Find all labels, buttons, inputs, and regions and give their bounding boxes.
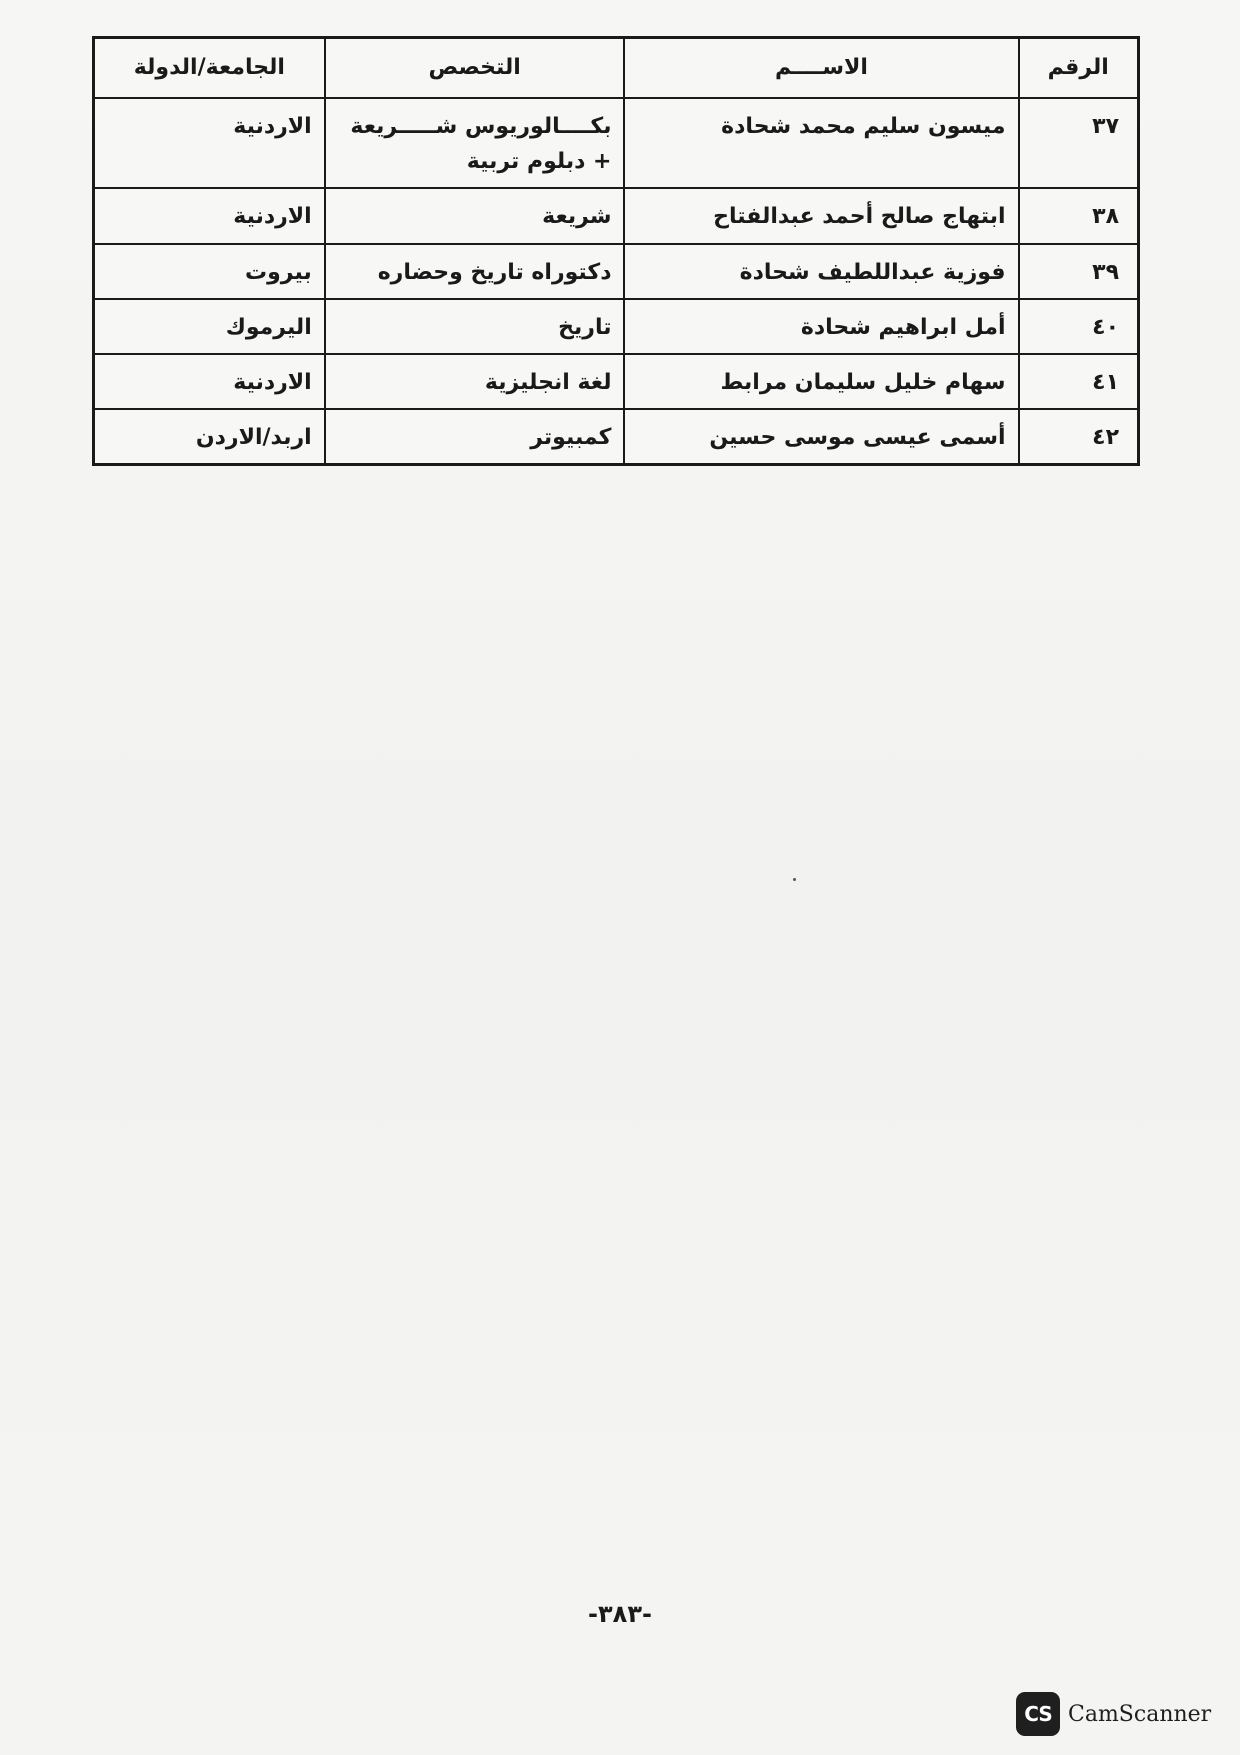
header-specialization: التخصص — [325, 38, 625, 99]
row-university: الاردنية — [94, 98, 325, 188]
table-row — [94, 354, 1139, 409]
camscanner-brand: CamScanner — [1068, 1701, 1212, 1727]
table-row — [94, 244, 1139, 299]
row-specialization: لغة انجليزية — [325, 354, 625, 409]
table-row — [94, 188, 1139, 243]
table-row — [94, 98, 1139, 188]
camscanner-watermark — [1016, 1692, 1211, 1736]
row-specialization: تاريخ — [325, 299, 625, 354]
members-table — [92, 36, 1140, 466]
row-university: اربد/الاردن — [94, 409, 325, 465]
row-university: الاردنية — [94, 354, 325, 409]
camscanner-logo-icon: CS — [1016, 1692, 1060, 1736]
row-university: اليرموك — [94, 299, 325, 354]
row-number: ٣٧ — [1019, 98, 1139, 188]
row-university: الاردنية — [94, 188, 325, 243]
row-specialization: بكــــالوريوس شـــــريعة + دبلوم تربية — [325, 98, 625, 188]
table-header-row — [94, 38, 1139, 99]
header-university: الجامعة/الدولة — [94, 38, 325, 99]
table-row — [94, 299, 1139, 354]
row-number: ٣٨ — [1019, 188, 1139, 243]
row-name: ابتهاج صالح أحمد عبدالفتاح — [624, 188, 1018, 243]
row-specialization: دكتوراه تاريخ وحضاره — [325, 244, 625, 299]
row-specialization: كمبيوتر — [325, 409, 625, 465]
header-name: الاســــم — [624, 38, 1018, 99]
row-name: سهام خليل سليمان مرابط — [624, 354, 1018, 409]
page-number: -٣٨٣- — [588, 1600, 652, 1628]
row-number: ٣٩ — [1019, 244, 1139, 299]
header-number: الرقم — [1019, 38, 1139, 99]
row-name: فوزية عبداللطيف شحادة — [624, 244, 1018, 299]
row-name: أمل ابراهيم شحادة — [624, 299, 1018, 354]
row-name: أسمى عيسى موسى حسين — [624, 409, 1018, 465]
row-university: بيروت — [94, 244, 325, 299]
row-number: ٤٠ — [1019, 299, 1139, 354]
row-specialization: شريعة — [325, 188, 625, 243]
row-number: ٤١ — [1019, 354, 1139, 409]
table-row — [94, 409, 1139, 465]
row-name: ميسون سليم محمد شحادة — [624, 98, 1018, 188]
row-number: ٤٢ — [1019, 409, 1139, 465]
scan-speck — [793, 878, 796, 881]
